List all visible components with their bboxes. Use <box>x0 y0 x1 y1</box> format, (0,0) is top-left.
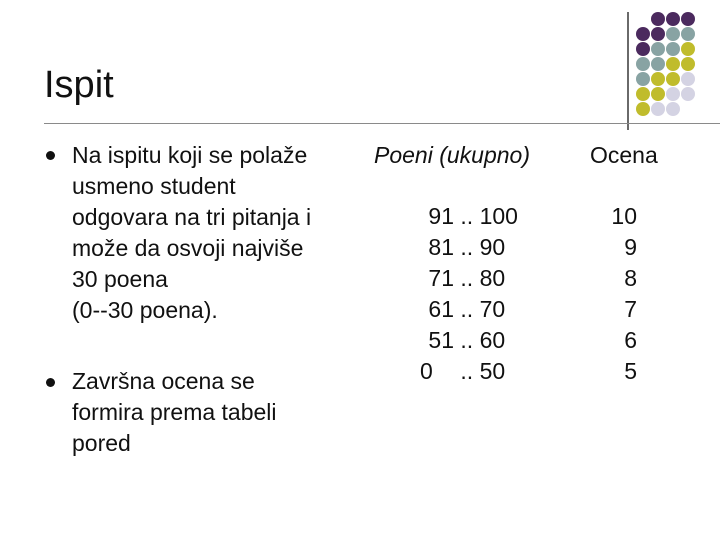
decorative-dot <box>636 87 650 101</box>
range-from: 0 <box>420 358 433 384</box>
decorative-dot <box>651 102 665 116</box>
decorative-dot <box>651 12 665 26</box>
decorative-vertical-line <box>627 12 629 130</box>
bullet-dot-1 <box>46 151 55 160</box>
bullet-text-1: Na ispitu koji se polaže usmeno student odgovara na tri pitanja i može da osvoji najviše 30 poena (0--30 poena). <box>72 142 312 323</box>
points-range-row <box>414 294 505 325</box>
decorative-dot <box>681 27 695 41</box>
decorative-dot <box>651 57 665 71</box>
decorative-dot <box>681 57 695 71</box>
range-from: 81 <box>428 234 454 260</box>
decorative-dot <box>636 27 650 41</box>
range-to: 90 <box>479 234 506 260</box>
decorative-dot <box>651 42 665 56</box>
range-from: 91 <box>428 203 454 229</box>
grade-column-header: Ocena <box>590 142 658 168</box>
range-to: 50 <box>479 358 506 384</box>
slide-title: Ispit <box>44 64 114 106</box>
decorative-dot <box>681 42 695 56</box>
range-to: 80 <box>479 265 506 291</box>
grade-value: 6 <box>624 327 637 353</box>
decorative-dot <box>666 87 680 101</box>
decorative-dot <box>651 87 665 101</box>
range-separator: .. <box>460 296 474 322</box>
grade-value: 5 <box>624 358 637 384</box>
points-range-row <box>414 201 518 232</box>
decorative-dot <box>666 42 680 56</box>
decorative-dot <box>651 27 665 41</box>
range-separator: .. <box>460 358 474 384</box>
decorative-dot <box>651 72 665 86</box>
decorative-dot <box>636 72 650 86</box>
range-separator: .. <box>460 234 474 260</box>
decorative-dot <box>666 102 680 116</box>
points-column-header: Poeni (ukupno) <box>374 142 530 168</box>
grade-value: 10 <box>611 203 637 229</box>
grade-value: 8 <box>624 265 637 291</box>
range-separator: .. <box>460 265 474 291</box>
range-separator: .. <box>460 203 474 229</box>
range-separator: .. <box>460 327 474 353</box>
points-range-row <box>414 232 505 263</box>
points-range-row <box>414 356 505 387</box>
decorative-dot <box>666 12 680 26</box>
points-range-row <box>414 325 505 356</box>
range-from: 71 <box>428 265 454 291</box>
decorative-dot <box>666 57 680 71</box>
range-to: 100 <box>479 203 518 229</box>
range-from: 51 <box>428 327 454 353</box>
title-divider <box>44 123 720 124</box>
range-to: 70 <box>479 296 506 322</box>
decorative-dot <box>681 87 695 101</box>
decorative-dot <box>636 42 650 56</box>
decorative-dot <box>681 72 695 86</box>
decorative-dot <box>666 72 680 86</box>
bullet-text-2: Završna ocena se formira prema tabeli pored <box>72 368 277 456</box>
decorative-dot <box>636 102 650 116</box>
range-to: 60 <box>479 327 506 353</box>
range-from: 61 <box>428 296 454 322</box>
bullet-dot-2 <box>46 378 55 387</box>
grade-value: 7 <box>624 296 637 322</box>
grade-value: 9 <box>624 234 637 260</box>
points-range-row <box>414 263 505 294</box>
decorative-dot <box>636 57 650 71</box>
decorative-dot <box>681 12 695 26</box>
decorative-dot <box>666 27 680 41</box>
